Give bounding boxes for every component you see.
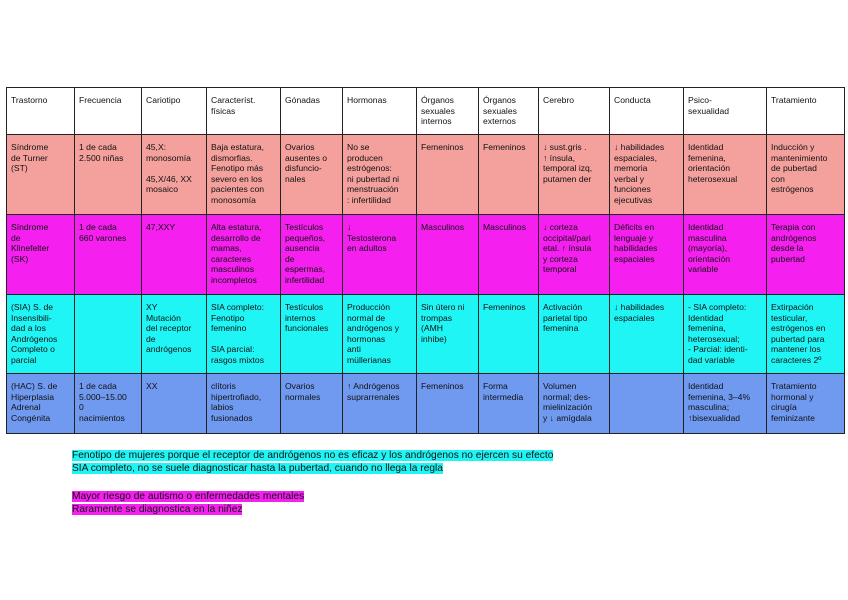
table-cell: Síndrome de Turner (ST) <box>7 135 75 215</box>
table-cell: Identidad femenina, orientación heterosexual <box>684 135 767 215</box>
header-cariotipo: Cariotipo <box>142 88 207 135</box>
table-cell: ↓ Testosterona en adultos <box>343 215 417 295</box>
table-cell: Sin útero ni trompas (AMH inhibe) <box>417 295 479 374</box>
table-cell: Ovarios ausentes o disfuncio- nales <box>281 135 343 215</box>
header-trastorno: Trastorno <box>7 88 75 135</box>
table-cell: Masculinos <box>417 215 479 295</box>
table-cell: No se producen estrógenos: ni pubertad ni menstruación : infertilidad <box>343 135 417 215</box>
table-cell: Ovarios normales <box>281 374 343 434</box>
table-cell: - SIA completo: Identidad femenina, heterosexual; - Parcial: identi- dad variable <box>684 295 767 374</box>
header-conducta: Conducta <box>610 88 684 135</box>
table-cell: ↓ corteza occipital/pari etal. ↑ ínsula y corteza temporal <box>539 215 610 295</box>
table-cell: Déficits en lenguaje y habilidades espaciales <box>610 215 684 295</box>
note-sia-phenotype: Fenotipo de mujeres porque el receptor de andrógenos no es eficaz y los andrógenos no ejercen su efecto <box>72 450 554 461</box>
table-cell <box>610 374 684 434</box>
table-cell: Identidad masculina (mayoría), orientación variable <box>684 215 767 295</box>
table-cell: (SIA) S. de Insensibili- dad a los Andrógenos Completo o parcial <box>7 295 75 374</box>
table-cell: Inducción y mantenimiento de pubertad con estrógenos <box>767 135 845 215</box>
header-hormonas: Hormonas <box>343 88 417 135</box>
table-cell: Terapia con andrógenos desde la pubertad <box>767 215 845 295</box>
table-row-klinefelter <box>7 215 845 295</box>
table-cell: ↓ habilidades espaciales, memoria verbal y funciones ejecutivas <box>610 135 684 215</box>
header-organos-internos: Órganos sexuales internos <box>417 88 479 135</box>
table-cell: Femeninos <box>479 135 539 215</box>
table-cell: Síndrome de Klinefelter (SK) <box>7 215 75 295</box>
table-row-sia <box>7 295 845 374</box>
header-gonadas: Gónadas <box>281 88 343 135</box>
table-cell: Testículos internos funcionales <box>281 295 343 374</box>
table-cell: 47,XXY <box>142 215 207 295</box>
table-cell: XY Mutación del receptor de andrógenos <box>142 295 207 374</box>
header-organos-externos: Órganos sexuales externos <box>479 88 539 135</box>
header-frecuencia: Frecuencia <box>75 88 142 135</box>
table-row-hac <box>7 374 845 434</box>
table-cell: SIA completo: Fenotipo femenino SIA parcial: rasgos mixtos <box>207 295 281 374</box>
table-cell: Masculinos <box>479 215 539 295</box>
table-cell: clítoris hipertrofiado, labios fusionados <box>207 374 281 434</box>
notes-magenta <box>72 491 304 516</box>
header-cerebro: Cerebro <box>539 88 610 135</box>
header-tratamiento: Tratamiento <box>767 88 845 135</box>
table-cell: ↑ Andrógenos suprarrenales <box>343 374 417 434</box>
note-klinefelter-diagnosis: Raramente se diagnostica en la niñez <box>72 503 243 515</box>
table-cell: Volumen normal; des- mielinización y ↓ amígdala <box>539 374 610 434</box>
table-cell: Testículos pequeños, ausencia de espermas, infertilidad <box>281 215 343 295</box>
table-cell: Baja estatura, dismorfias. Fenotipo más severo en los pacientes con monosomía <box>207 135 281 215</box>
table-cell: 1 de cada 2.500 niñas <box>75 135 142 215</box>
table-row-turner <box>7 135 845 215</box>
note-klinefelter-risk: Mayor riesgo de autismo o enfermedades mentales <box>72 491 305 502</box>
table-cell: XX <box>142 374 207 434</box>
table-cell: Identidad femenina, 3–4% masculina; ↑bisexualidad <box>684 374 767 434</box>
table-cell: 45,X: monosomía 45,X/46, XX mosaico <box>142 135 207 215</box>
header-caracteristicas: Característ. físicas <box>207 88 281 135</box>
table-cell: Alta estatura, desarrollo de mamas, caracteres masculinos incompletos <box>207 215 281 295</box>
table-cell: ↓ sust.gris . ↑ ínsula, temporal izq, putamen der <box>539 135 610 215</box>
table-cell: Producción normal de andrógenos y hormonas anti müllerianas <box>343 295 417 374</box>
table-cell: Extirpación testicular, estrógenos en pubertad para mantener los caracteres 2º <box>767 295 845 374</box>
table-cell: Tratamiento hormonal y cirugía feminizante <box>767 374 845 434</box>
notes-cyan <box>72 450 553 475</box>
disorders-table <box>6 87 845 434</box>
table-cell: Femeninos <box>417 135 479 215</box>
table-cell: Femeninos <box>417 374 479 434</box>
table-cell <box>75 295 142 374</box>
table-cell: 1 de cada 660 varones <box>75 215 142 295</box>
table-cell: Forma intermedia <box>479 374 539 434</box>
header-psicosexualidad: Psico- sexualidad <box>684 88 767 135</box>
table-header-row <box>7 88 845 135</box>
table-cell: (HAC) S. de Hiperplasia Adrenal Congénita <box>7 374 75 434</box>
table-cell: Femeninos <box>479 295 539 374</box>
note-sia-diagnosis: SIA completo, no se suele diagnosticar hasta la pubertad, cuando no llega la regla <box>72 462 443 474</box>
table-cell: 1 de cada 5.000–15.00 0 nacimientos <box>75 374 142 434</box>
table-cell: Activación parietal tipo femenina <box>539 295 610 374</box>
table-cell: ↓ habilidades espaciales <box>610 295 684 374</box>
